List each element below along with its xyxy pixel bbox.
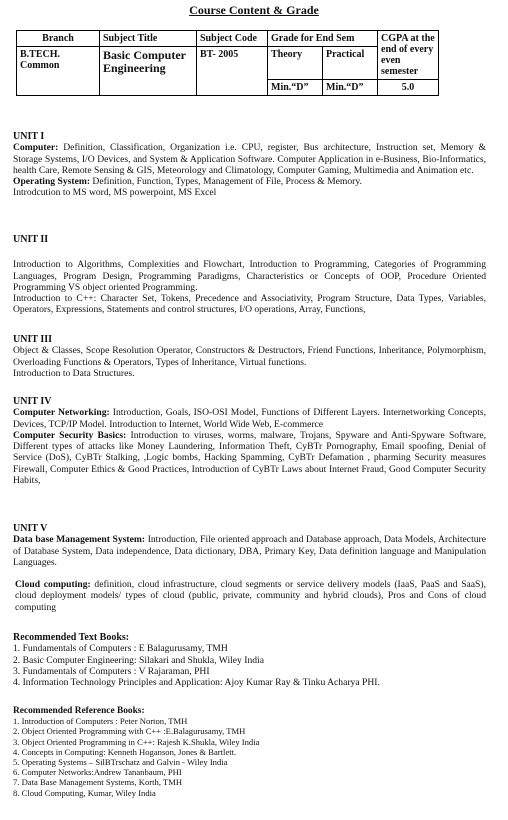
unit-1-intro: Introdcution to MS word, MS powerpoint, MS Excel [13, 187, 217, 199]
cloud-label: Cloud computing: [15, 579, 91, 591]
unit-4-security [13, 430, 486, 486]
unit-2-heading: UNIT II [13, 234, 49, 245]
unit-5-heading: UNIT V [13, 523, 48, 534]
reference-book-item: 1. Introduction of Computers : Peter Norton, TMH [13, 716, 188, 727]
unit-5 [13, 523, 486, 613]
security-label: Computer Security Basics: [13, 429, 127, 441]
unit-4-heading: UNIT IV [13, 396, 52, 407]
page-title: Course Content & Grade [189, 3, 319, 17]
header-subject-title: Subject Title [100, 31, 197, 47]
computer-label: Computer: [13, 142, 59, 154]
text-book-item: 2. Basic Computer Engineering: Silakari and Shukla, Wiley India [13, 654, 264, 666]
reference-books-heading: Recommended Reference Books: [13, 706, 145, 716]
header-subject-code: Subject Code [197, 31, 268, 47]
grade-table [16, 30, 439, 96]
unit-2-p1: Introduction to Algorithms, Complexities and Flowchart, Introduction to Programming, Categories of Programming Languages, Program Design, Programming Paradigms, Characteristics or Concepts of OOP, Procedure Oriented Programming VS object oriented Programming. [13, 259, 486, 293]
networking-text: Introduction, Goals, ISO-OSI Model, Functions of Different Layers. Internetworking Concepts, Devices, TCP/IP Model. Introduction to Internet, World Wide Web, E-commerce [13, 407, 486, 430]
header-branch: Branch [17, 31, 100, 47]
text-book-item: 4. Information Technology Principles and Application: Ajoy Kumar Ray & Tinku Acharya PHI. [13, 677, 380, 689]
theory-cell: Theory [268, 47, 323, 80]
unit-2 [13, 234, 486, 316]
text-book-item: 1. Fundamentals of Computers : E Balagurusamy, TMH [13, 643, 228, 655]
reference-book-item: 3. Object Oriented Programming in C++: Rajesh K.Shukla, Wiley India [13, 736, 260, 747]
unit-1 [13, 131, 486, 199]
unit-1-computer [13, 142, 486, 176]
text-book-item: 3. Fundamentals of Computers : V Rajaraman, PHI [13, 665, 210, 677]
reference-book-item: 7. Data Base Management Systems, Korth, TMH [13, 777, 183, 788]
reference-books-list [13, 716, 486, 798]
cloud-text: definition, cloud infrastructure, cloud segments or service delivery models (IaaS, PaaS and SaaS), cloud deployment models/ types of cloud (public, private, community and hybrid clouds), Pros and Cons of cloud computing [15, 579, 486, 613]
reference-book-item: 2. Object Oriented Programming with C++ :E.Balagurusamy, TMH [13, 726, 246, 737]
db-label: Data base Management System: [13, 534, 146, 546]
unit-1-os [13, 176, 486, 187]
cgpa-value-cell: 5.0 [378, 80, 439, 96]
min-theory-cell: Min.“D” [268, 80, 323, 96]
unit-3-heading: UNIT III [13, 334, 52, 345]
os-label: Operating System: [13, 176, 91, 188]
reference-book-item: 5. Operating Systems – SilBTrschatz and Galvin - Wiley India [13, 757, 228, 768]
unit-2-p2: Introduction to C++: Character Set, Tokens, Precedence and Associativity, Program Structure, Data Types, Variables, Operators, Expressions, Statements and control structures, I/O operations, Array, Functions, [13, 293, 486, 316]
unit-5-db [13, 534, 486, 568]
os-text: Definition, Function, Types, Management of File, Process & Memory. [90, 176, 362, 188]
unit-3-p1: Object & Classes, Scope Resolution Operator, Constructors & Destructors, Friend Functions, Inheritance, Polymorphism, Overloading Functions & Operators, Types of Inheritance, Virtual functions. [13, 345, 486, 368]
branch-cell: B.TECH. Common [17, 47, 100, 96]
reference-book-item: 6. Computer Networks:Andrew Tananbaum, PHI [13, 767, 182, 778]
security-text: Introduction to viruses, worms, malware, Trojans, Spyware and Anti-Spyware Software, Different types of attacks like Money Laundering, Information Theft, CyBTr Pornography, Email spoofing, Denial of Service (DoS), CyBTr Stalking, ,Logic bombs, Hacking Spamming, CyBTr Defamation , pharming Security measures Firewall, Computer Ethics & Good Practices, Introduction of CyBTr Laws about Internet Fraud, Good Computer Security Habits, [13, 429, 487, 487]
unit-4-networking [13, 407, 486, 430]
computer-text: Definition, Classification, Organization i.e. CPU, register, Bus architecture, Instruction set, Memory & Storage Systems, I/O Devices, and System & Application Software. Computer Application in e-Business, Bio-Informatics, health Care, Remote Sensing & GIS, Meteorology and Climatology, Computer Gaming, Multimedia and Animation etc. [13, 142, 486, 176]
text-books-heading: Recommended Text Books: [13, 632, 130, 643]
header-cgpa: CGPA at the end of every even semester [378, 31, 439, 80]
reference-books [13, 706, 486, 798]
networking-label: Computer Networking: [13, 407, 110, 419]
subject-code-cell: BT- 2005 [197, 47, 268, 96]
unit-3-p2: Introduction to Data Structures. [13, 367, 135, 379]
min-practical-cell: Min.“D” [323, 80, 378, 96]
header-grade: Grade for End Sem [268, 31, 378, 47]
reference-book-item: 8. Cloud Computing, Kumar, Wiley India [13, 787, 156, 798]
unit-1-heading: UNIT I [13, 131, 45, 142]
db-text: Introduction, File oriented approach and Database approach, Data Models, Architecture of Database System, Data independence, Data dictionary, DBA, Primary Key, Data definition language and Manipulation Languages. [13, 534, 486, 568]
unit-5-cloud [13, 579, 486, 613]
unit-4 [13, 396, 486, 486]
text-books-list [13, 643, 486, 688]
text-books [13, 632, 486, 688]
practical-cell: Practical [323, 47, 378, 80]
unit-3 [13, 334, 486, 379]
subject-title-cell: Basic Computer Engineering [100, 47, 197, 96]
reference-book-item: 4. Concepts in Computing: Kenneth Hoganson, Jones & Bartlett. [13, 746, 237, 757]
